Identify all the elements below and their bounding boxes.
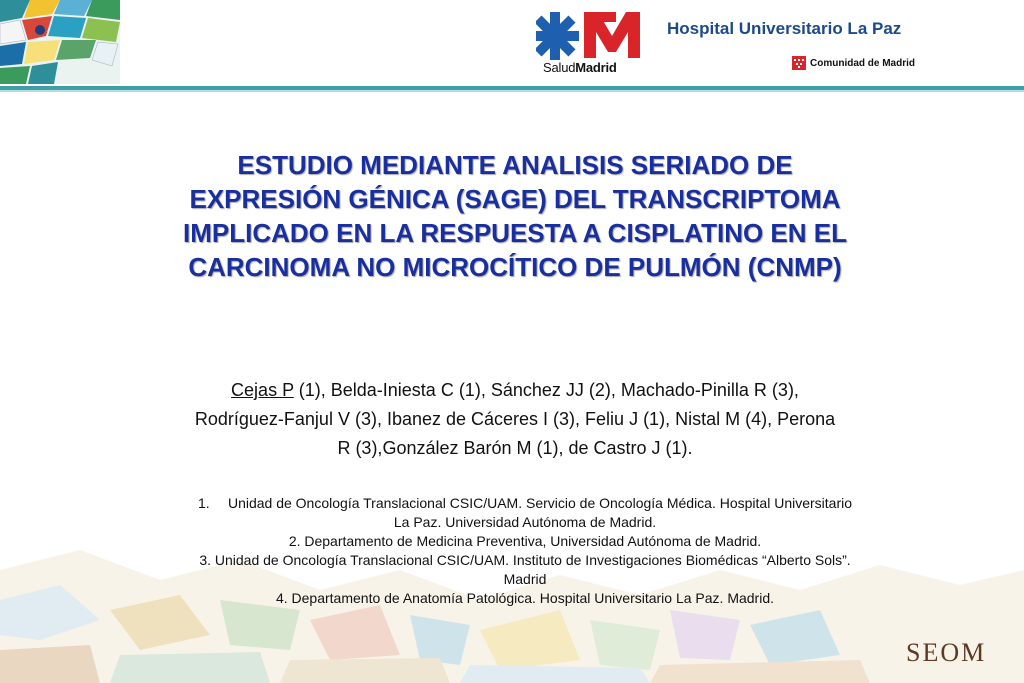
comunidad-flag-icon xyxy=(792,56,806,70)
comunidad-logo xyxy=(792,56,915,70)
hospital-name: Hospital Universitario La Paz xyxy=(667,19,902,38)
authors-line xyxy=(100,376,930,405)
affiliation-text: Unidad de Oncología Translacional CSIC/UAM. Servicio de Oncología Médica. Hospital Universitario xyxy=(227,495,853,511)
title-line: CARCINOMA NO MICROCÍTICO DE PULMÓN (CNMP) xyxy=(188,252,842,282)
title-line: ESTUDIO MEDIANTE ANALISIS SERIADO DE xyxy=(237,150,793,180)
seom-logo: SEOM xyxy=(906,638,987,667)
poster-title xyxy=(100,148,930,284)
authors-block xyxy=(100,376,930,463)
affiliation-3: 3. Unidad de Oncología Translacional CSIC/UAM. Instituto de Investigaciones Biomédicas “Alberto Sols”. xyxy=(199,552,851,568)
authors-line-rest: (1), Belda-Iniesta C (1), Sánchez JJ (2), Machado-Pinilla R (3), xyxy=(293,380,799,400)
affiliation-2: 2. Departamento de Medicina Preventiva, Universidad Autónoma de Madrid. xyxy=(288,533,762,549)
header-divider-light xyxy=(0,90,1024,92)
salud-suffix: Madrid xyxy=(575,60,617,75)
title-line: IMPLICADO EN LA RESPUESTA A CISPLATINO EN EL xyxy=(183,218,847,248)
affiliation-3-cont: Madrid xyxy=(503,571,547,587)
comunidad-label: Comunidad de Madrid xyxy=(810,57,915,69)
authors-line: Rodríguez-Fanjul V (3), Ibanez de Cáceres I (3), Feliu J (1), Nistal M (4), Perona xyxy=(194,409,836,429)
affiliations-block xyxy=(100,494,950,608)
mosaic-decoration-top-left xyxy=(0,0,120,84)
authors-line: R (3),González Barón M (1), de Castro J (1). xyxy=(337,438,693,458)
title-line: EXPRESIÓN GÉNICA (SAGE) DEL TRANSCRIPTOMA xyxy=(189,184,841,214)
affiliation-1 xyxy=(100,494,950,513)
m-letter-icon xyxy=(584,12,640,58)
affiliation-4: 4. Departamento de Anatomía Patológica. Hospital Universitario La Paz. Madrid. xyxy=(275,590,775,606)
salud-prefix: Salud xyxy=(543,60,576,75)
affiliation-1-cont: La Paz. Universidad Autónoma de Madrid. xyxy=(393,514,657,530)
star-icon xyxy=(536,12,579,60)
affiliation-number: 1. xyxy=(197,495,210,511)
salud-madrid-wordmark xyxy=(543,60,617,75)
first-author: Cejas P xyxy=(231,380,294,400)
